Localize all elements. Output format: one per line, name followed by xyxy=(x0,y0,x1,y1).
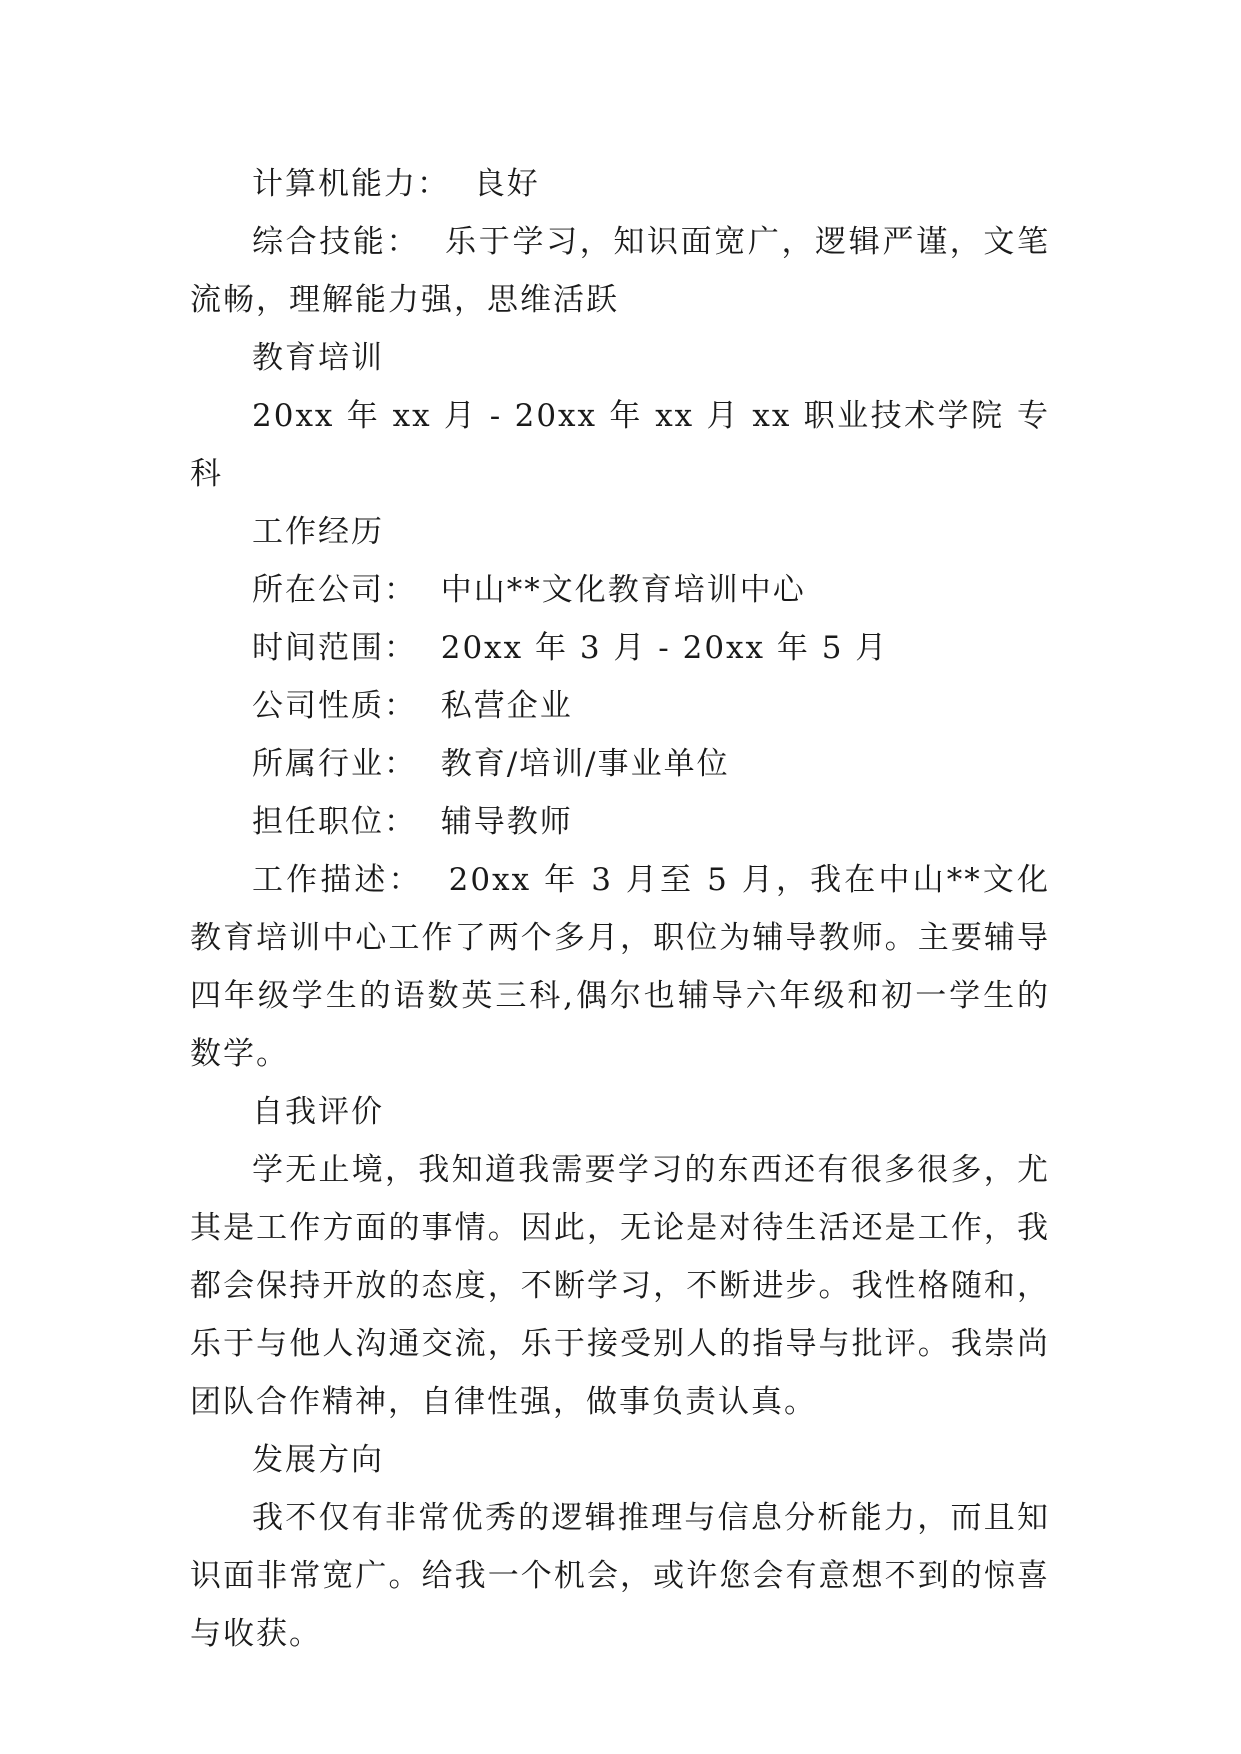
field-label: 计算机能力： xyxy=(252,166,450,202)
field-value: 私营企业 xyxy=(440,688,573,724)
field-value: 20xx 年 xx 月 - 20xx 年 xx 月 xx 职业技术学院 专科 xyxy=(190,398,1050,492)
section-heading-work xyxy=(190,503,1050,561)
field-value: 20xx 年 3 月 - 20xx 年 5 月 xyxy=(440,630,889,666)
field-separator xyxy=(417,630,441,666)
field-label: 所在公司： xyxy=(252,572,417,608)
work-industry xyxy=(190,735,1050,793)
work-position xyxy=(190,793,1050,851)
field-label: 所属行业： xyxy=(252,746,417,782)
field-value: 20xx 年 3 月至 5 月，我在中山**文化教育培训中心工作了两个多月，职位为辅导教师。主要辅导四年级学生的语数英三科,偶尔也辅导六年级和初一学生的数学。 xyxy=(190,862,1050,1072)
field-value: 中山**文化教育培训中心 xyxy=(440,572,806,608)
field-label: 工作描述： xyxy=(252,862,423,898)
work-company xyxy=(190,561,1050,619)
section-title: 工作经历 xyxy=(252,514,384,550)
work-description xyxy=(190,851,1050,1083)
direction-text xyxy=(190,1489,1050,1663)
field-value: 良好 xyxy=(473,166,540,202)
work-period xyxy=(190,619,1050,677)
field-label: 公司性质： xyxy=(252,688,417,724)
section-title: 发展方向 xyxy=(252,1442,384,1478)
field-separator xyxy=(450,166,474,202)
field-separator xyxy=(423,862,449,898)
field-label: 综合技能： xyxy=(252,224,421,260)
field-separator xyxy=(420,224,445,260)
section-heading-self-evaluation xyxy=(190,1083,1050,1141)
section-heading-education xyxy=(190,329,1050,387)
document-body xyxy=(190,155,1050,1663)
field-separator xyxy=(417,688,441,724)
field-value: 辅导教师 xyxy=(440,804,573,840)
field-value: 乐于学习，知识面宽广，逻辑严谨，文笔流畅，理解能力强，思维活跃 xyxy=(190,224,1050,318)
section-title: 教育培训 xyxy=(252,340,384,376)
body-text: 学无止境，我知道我需要学习的东西还有很多很多，尤其是工作方面的事情。因此，无论是对待生活还是工作，我都会保持开放的态度，不断学习，不断进步。我性格随和，乐于与他人沟通交流，乐于接受别人的指导与批评。我崇尚团队合作精神，自律性强，做事负责认真。 xyxy=(190,1152,1050,1420)
field-separator xyxy=(417,804,441,840)
field-separator xyxy=(417,572,441,608)
work-company-type xyxy=(190,677,1050,735)
field-separator xyxy=(417,746,441,782)
field-value: 教育/培训/事业单位 xyxy=(440,746,730,782)
body-text: 我不仅有非常优秀的逻辑推理与信息分析能力，而且知识面非常宽广。给我一个机会，或许您会有意想不到的惊喜与收获。 xyxy=(190,1500,1050,1652)
field-label: 担任职位： xyxy=(252,804,417,840)
field-label: 时间范围： xyxy=(252,630,417,666)
skill-general xyxy=(190,213,1050,329)
education-entry xyxy=(190,387,1050,503)
skill-computer xyxy=(190,155,1050,213)
self-evaluation-text xyxy=(190,1141,1050,1431)
section-heading-direction xyxy=(190,1431,1050,1489)
section-title: 自我评价 xyxy=(252,1094,384,1130)
